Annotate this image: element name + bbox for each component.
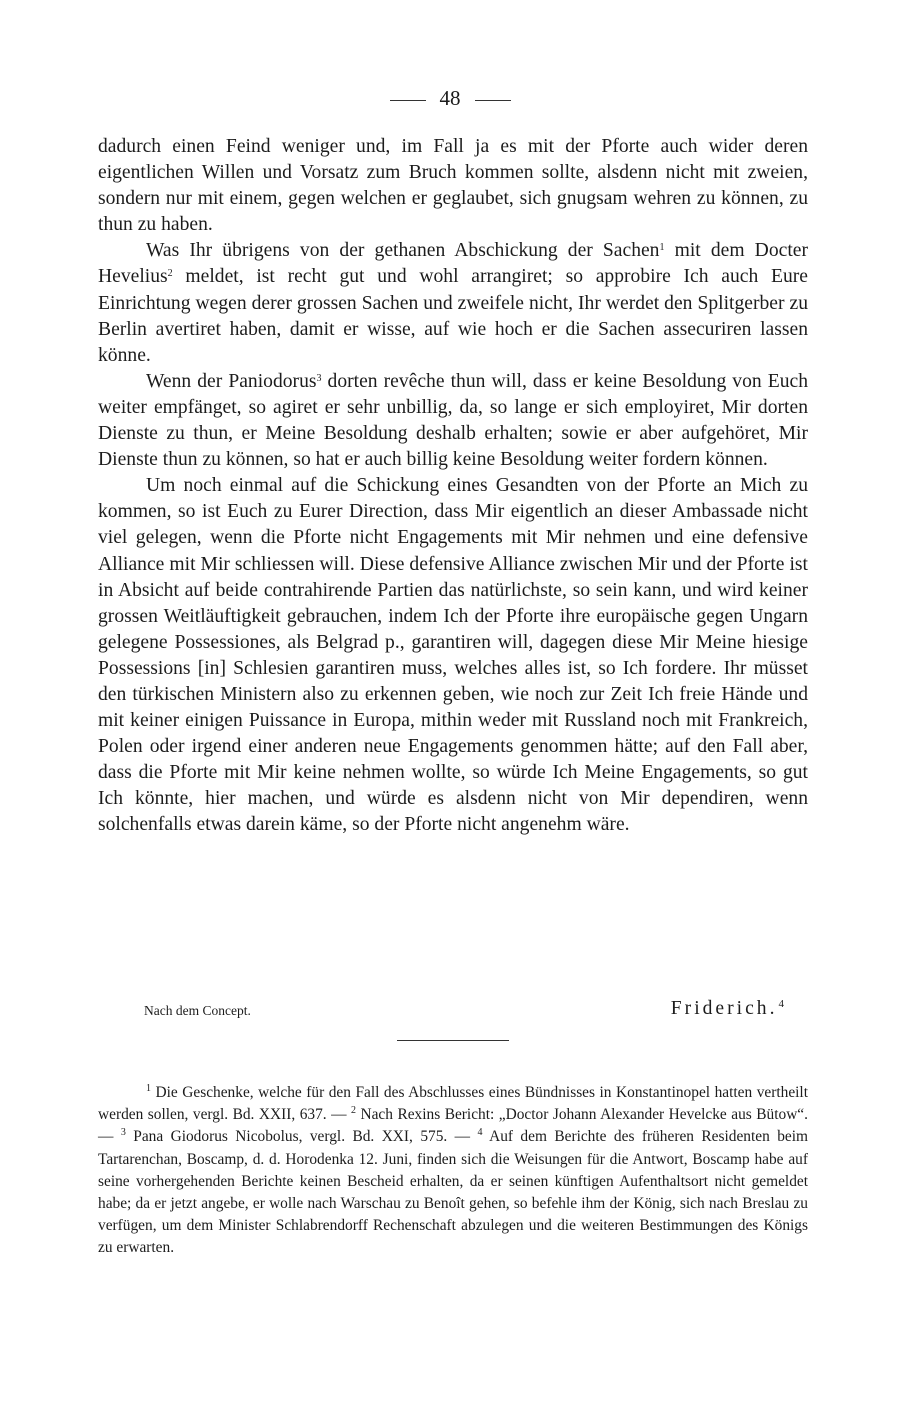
paragraph-text: mit dem Docter Hevelius	[98, 240, 808, 288]
footnotes	[98, 1082, 808, 1260]
source-note: Nach dem Concept.	[144, 1003, 251, 1018]
paragraph-text: Wenn der Paniodorus	[146, 370, 317, 392]
paragraph	[98, 369, 808, 473]
footnote-ref: 3	[120, 1127, 126, 1139]
signature	[671, 998, 784, 1020]
header-dash-left	[390, 100, 426, 101]
paragraph-text: Was Ihr übrigens von der gethanen Abschickung der Sachen	[146, 240, 660, 262]
footnote-ref: 4	[477, 1127, 483, 1139]
footnote-block	[98, 1082, 808, 1260]
footnote-text: Auf dem Berichte des früheren Residenten beim Tartarenchan, Boscamp, d. d. Horodenka 12. Juni, finden sich die Weisungen für die Antwort, Boscamp habe auf seine vorhergehenden Berichte keinen Bescheid erhalten, da er seinen künftigen Aufenthaltsort nicht gemeldet habe; da er jetzt angebe, er wolle nach Warschau zu Benoît gehen, so befehle ihm der König, sich nach Breslau zu verfügen, um dem Minister Schlabrendorff Rechenschaft abzulegen und die weiteren Bestimmungen des Königs zu erwarten.	[98, 1128, 808, 1257]
footnote-text: Pana Giodorus Nicobolus, vergl. Bd. XXI, 575. —	[125, 1128, 478, 1146]
paragraph-text: dorten revêche thun will, dass er keine Besoldung von Euch weiter empfänget, so agiret er sehr unbillig, da, so lange er sich employiret, Mir dorten Dienste zu thun, er Meine Besoldung deshalb erhalten; sowie er aber aufgehöret, Mir Dienste thun zu können, so hat er auch billig keine Besoldung weiter fordern können.	[98, 370, 808, 471]
header-dash-right	[475, 100, 511, 101]
signature-name: Friderich.	[670, 998, 778, 1019]
page-header	[0, 86, 900, 110]
paragraph	[98, 134, 808, 238]
letter-body	[98, 134, 808, 839]
footnote-ref: 2	[167, 268, 173, 280]
closing-row	[144, 998, 784, 1026]
paragraph	[98, 473, 808, 838]
page-number: 48	[439, 86, 461, 110]
paragraph-text: dadurch einen Feind weniger und, im Fall ja es mit der Pforte auch wider deren eigentlichen Willen und Vorsatz zum Bruch kommen sollte, alsdenn nicht mit zweien, sondern nur mit einem, gegen welchen er geglaubet, sich gnugsam wehren zu können, zu thun zu haben.	[98, 136, 808, 236]
footnote-ref: 1	[146, 1083, 151, 1094]
footnote-ref: 1	[659, 242, 665, 254]
paragraph-text: Um noch einmal auf die Schickung eines Gesandten von der Pforte an Mich zu kommen, so ist Euch zu Eurer Direction, dass Mir eigentlich an dieser Ambassade nicht viel gelegen, wenn die Pforte nicht Engagements mit Mir nehmen und eine defensive Alliance mit Mir schliessen will. Diese defensive Alliance zwischen Mir und der Pforte ist in Absicht auf beide contrahirende Partien das natürlichste, so sein kann, und wird keiner grossen Weitläuftigkeit gebrauchen, indem Ich der Pforte ihre europäische gegen Ungarn gelegene Possessiones, als Belgrad p., garantiren will, dagegen diese Mir Meine hiesige Possessions [in] Schlesien garantiren muss, welches alles ist, so Ich fordere. Ihr müsset den türkischen Ministern also zu erkennen geben, wie noch zur Zeit Ich freie Hände und mit keiner einigen Puissance in Europa, mithin weder mit Russland noch mit Frankreich, Polen oder irgend einer anderen neue Engagements genommen hätte; auf den Fall aber, dass die Pforte mit Mir keine nehmen wollte, so würde Ich Meine Engagements, so gut Ich könnte, hier machen, und würde es alsdenn nicht von Mir dependiren, wenn solchenfalls etwas darein käme, so der Pforte nicht angenehm wäre.	[98, 475, 808, 836]
footnote-ref: 2	[351, 1105, 356, 1117]
paragraph-text: meldet, ist recht gut und wohl arrangiret; so approbire Ich auch Eure Einrichtung wegen derer grossen Sachen und zweifele nicht, Ihr werdet den Splitgerber zu Berlin avertiret haben, damit er wisse, auf wie hoch er die Sachen assecuriren lassen könne.	[98, 266, 808, 366]
footnote-ref: 3	[316, 372, 322, 384]
footnote-separator	[397, 1040, 509, 1041]
footnote-text: Die Geschenke, welche für den Fall des Abschlusses eines Bündnisses in Konstantinopel hatten vertheilt werden sollen, vergl. Bd. XXII, 637. —	[98, 1084, 808, 1124]
paragraph	[98, 238, 808, 368]
signature-footnote-ref: 4	[778, 998, 784, 1010]
footnote-text: Nach Rexins Bericht: „Doctor Johann Alexander Hevelcke aus Bütow“. —	[98, 1106, 808, 1146]
